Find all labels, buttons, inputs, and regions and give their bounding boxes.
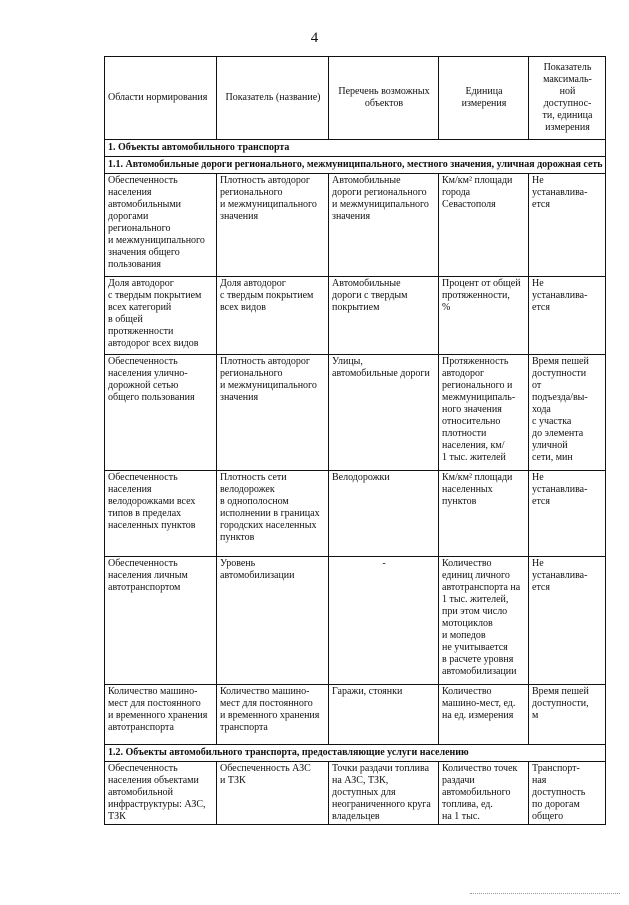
cell-area: Доля автодорог с твердым покрытием всех категорий в общей протяженности автодорог всех видов [105,277,217,355]
cell-objects: Автомобильные дороги с твердым покрытием [329,277,439,355]
cell-objects: Автомобильные дороги регионального и межмуниципального значения [329,174,439,277]
cell-area: Количество машино- мест для постоянного и временного хранения автотранспорта [105,685,217,745]
table-row [105,762,606,825]
section-row [105,745,606,762]
cell-area: Обеспеченность населения объектами автомобильной инфраструктуры: АЗС, ТЗК [105,762,217,825]
page-number: 4 [310,30,319,46]
cell-indicator: Доля автодорог с твердым покрытием всех видов [217,277,329,355]
table-header-row [105,57,606,140]
section-row [105,140,606,157]
cell-indicator: Количество машино- мест для постоянного и временного хранения транспорта [217,685,329,745]
cell-unit: Км/км² площади города Севастополя [439,174,529,277]
table-row [105,277,606,355]
header-unit: Единица измерения [439,57,529,140]
cell-indicator: Обеспеченность АЗС и ТЗК [217,762,329,825]
cell-access: Не устанавлива- ется [529,471,606,557]
cell-access: Время пешей доступности, м [529,685,606,745]
cell-unit: Протяженность автодорог регионального и межмуниципаль- ного значения относительно плотности населения, км/ 1 тыс. жителей [439,355,529,471]
cell-area: Обеспеченность населения личным автотранспортом [105,557,217,685]
header-max-access: Показатель максималь- ной доступнос- ти, единица измерения [529,57,606,140]
header-indicator: Показатель (название) [217,57,329,140]
standards-table [104,56,606,825]
cell-unit: Количество точек раздачи автомобильного топлива, ед. на 1 тыс. [439,762,529,825]
cell-access: Время пешей доступности от подъезда/вы- хода с участка до элемента уличной сети, мин [529,355,606,471]
cell-unit: Км/км² площади населенных пунктов [439,471,529,557]
cell-area: Обеспеченность населения автомобильными дорогами регионального и межмуниципального значения общего пользования [105,174,217,277]
table-row [105,471,606,557]
header-objects: Перечень возможных объектов [329,57,439,140]
cell-objects: Улицы, автомобильные дороги [329,355,439,471]
cell-unit: Количество единиц личного автотранспорта на 1 тыс. жителей, при этом число мотоциклов и мопедов не учитывается в расчете уровня автомобилизации [439,557,529,685]
cell-indicator: Плотность автодорог регионального и межмуниципального значения [217,355,329,471]
cell-objects: Велодорожки [329,471,439,557]
cell-area: Обеспеченность населения велодорожками всех типов в пределах населенных пунктов [105,471,217,557]
section-row [105,157,606,174]
cell-area: Обеспеченность населения улично- дорожной сетью общего пользования [105,355,217,471]
cell-objects: - [329,557,439,685]
table-row [105,174,606,277]
cell-indicator: Плотность сети велодорожек в однополосном исполнении в границах городских населенных пунктов [217,471,329,557]
table-row [105,685,606,745]
cell-access: Не устанавлива- ется [529,277,606,355]
cell-objects: Гаражи, стоянки [329,685,439,745]
section-1-2-title: 1.2. Объекты автомобильного транспорта, предоставляющие услуги населению [105,745,606,762]
scan-artifact-line [470,893,620,896]
cell-indicator: Уровень автомобилизации [217,557,329,685]
cell-unit: Процент от общей протяженности, % [439,277,529,355]
cell-indicator: Плотность автодорог регионального и межмуниципального значения [217,174,329,277]
section-1-1-title: 1.1. Автомобильные дороги регионального, межмуниципального, местного значения, уличная дорожная сеть [105,157,606,174]
header-area: Области нормирования [105,57,217,140]
table-row [105,557,606,685]
section-1-title: 1. Объекты автомобильного транспорта [105,140,606,157]
cell-access: Не устанавлива- ется [529,557,606,685]
cell-unit: Количество машино-мест, ед. на ед. измерения [439,685,529,745]
cell-access: Транспорт- ная доступность по дорогам общего [529,762,606,825]
cell-objects: Точки раздачи топлива на АЗС, ТЗК, доступных для неограниченного круга владельцев [329,762,439,825]
table-row [105,355,606,471]
cell-access: Не устанавлива- ется [529,174,606,277]
